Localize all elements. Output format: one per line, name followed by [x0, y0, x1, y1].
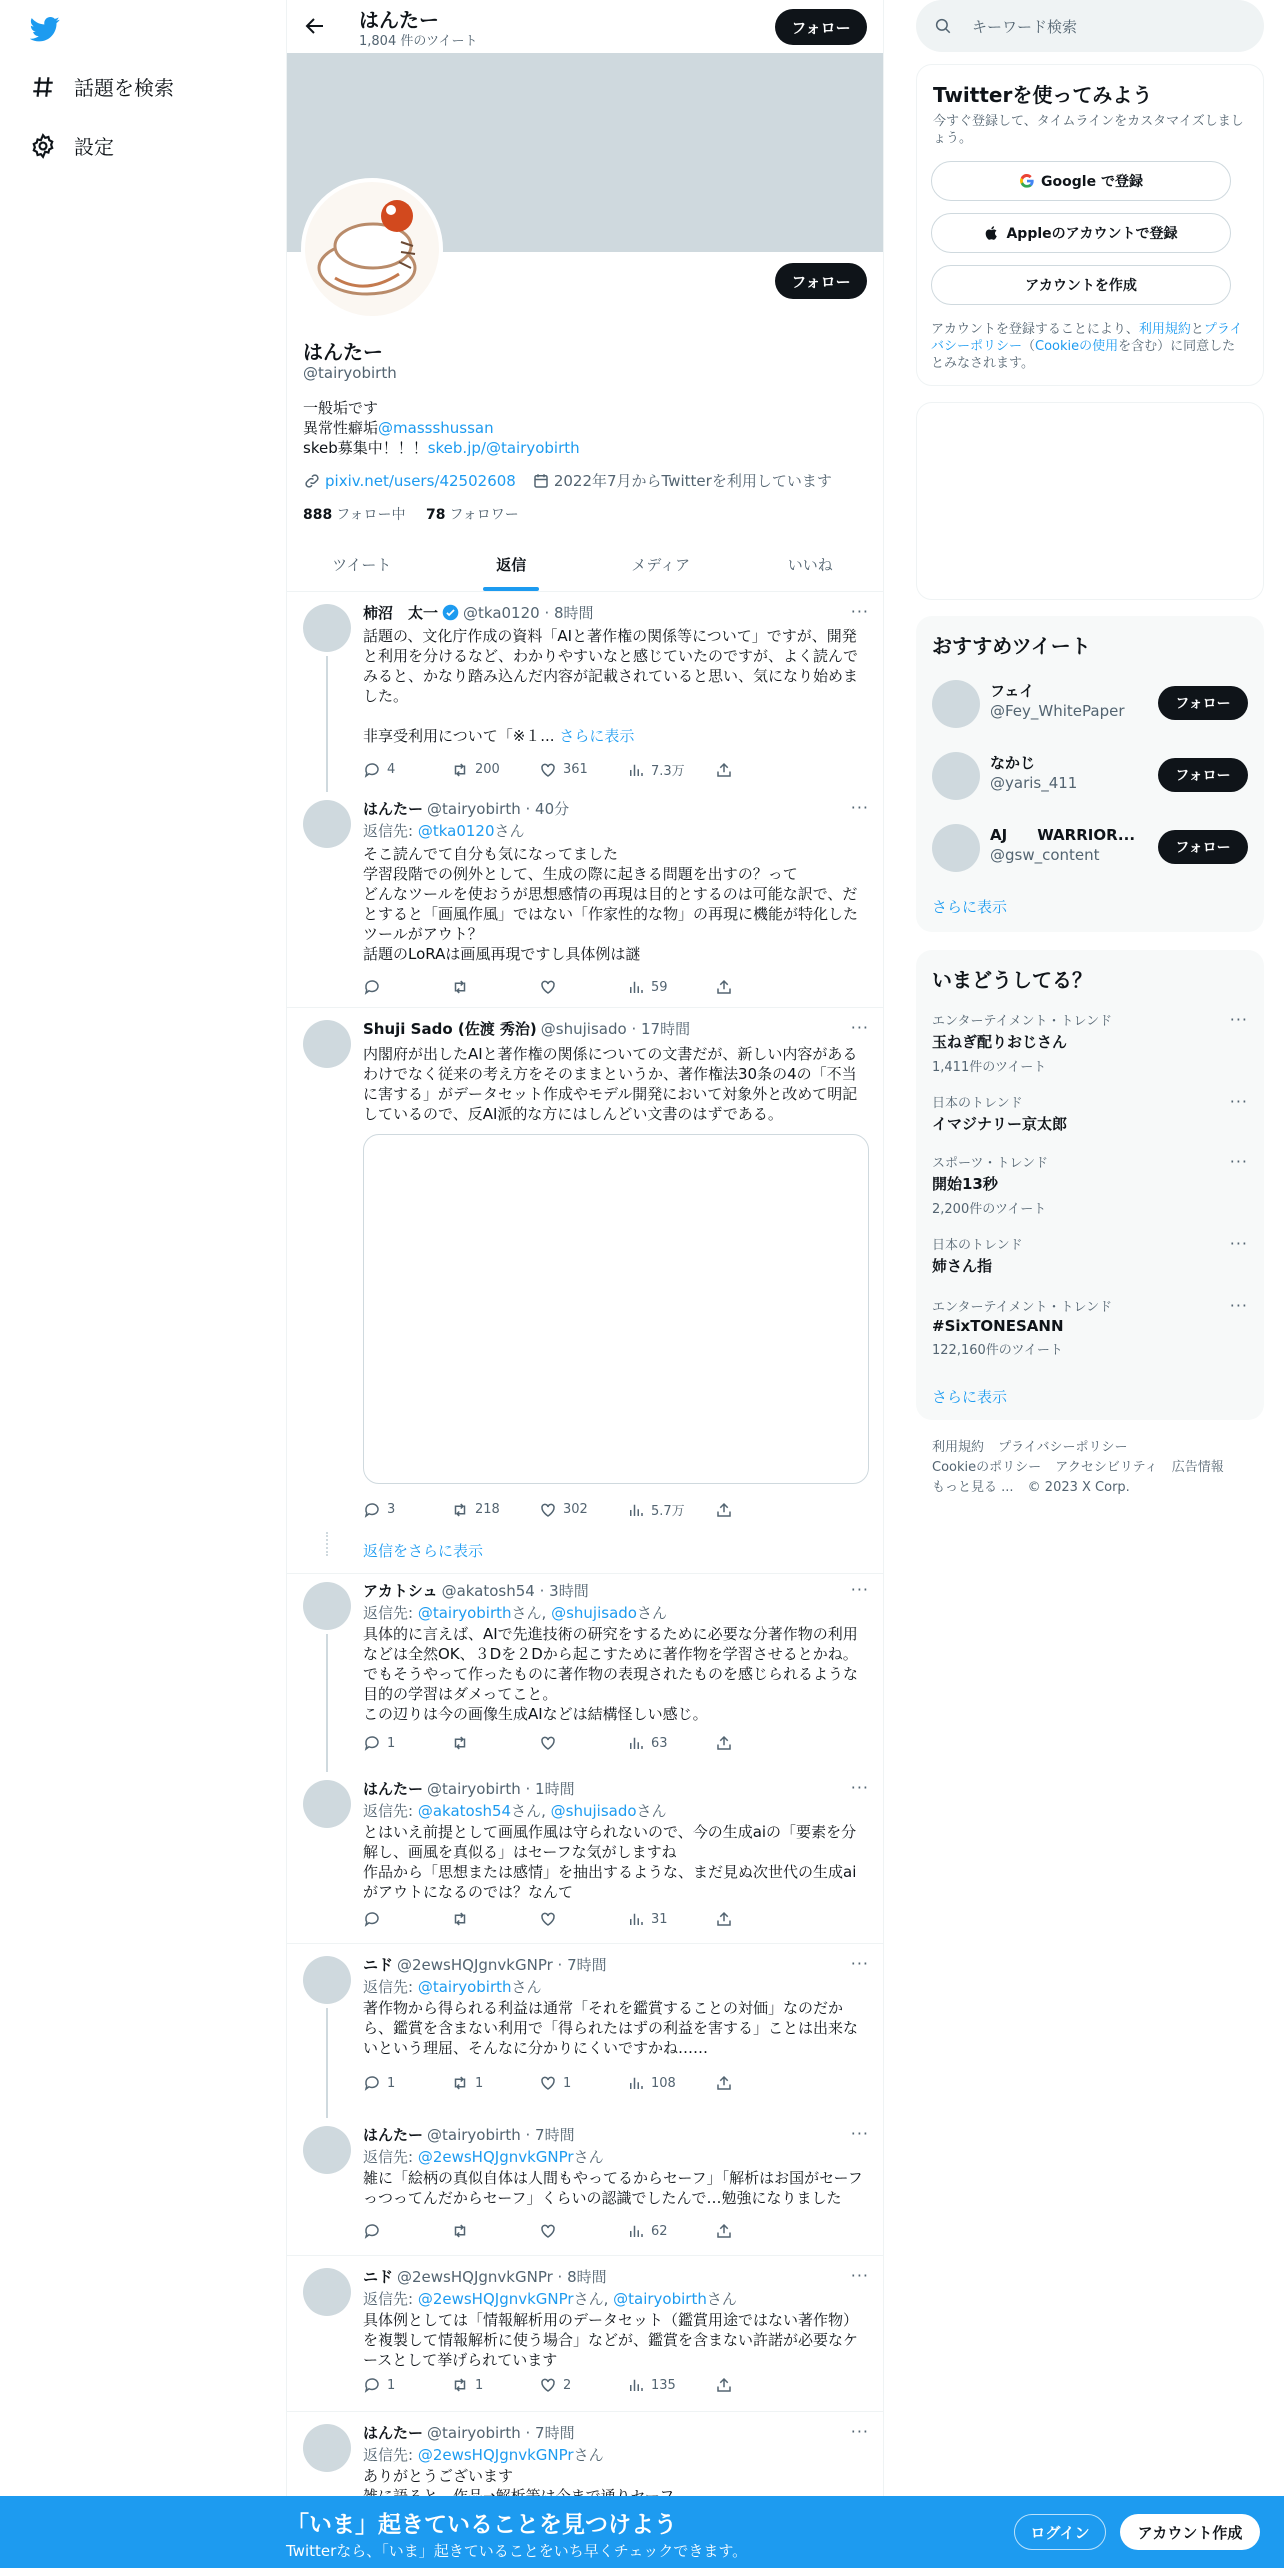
rec-avatar[interactable] [932, 680, 980, 728]
show-more-link[interactable]: さらに表示 [559, 727, 635, 745]
reply-icon [363, 2074, 381, 2092]
share-icon [715, 761, 733, 779]
footer-link[interactable]: もっと見る ... [932, 1480, 1014, 1495]
signup-terms: アカウントを登録することにより、利用規約とプライバシーポリシー（Cookieの使用を含む）に同意したとみなされます。 [931, 322, 1243, 371]
tweet-author-handle[interactable]: @2ewsHQJgnvkGNPr [397, 1955, 553, 1974]
heart-icon [539, 2074, 557, 2092]
reply-button[interactable] [363, 978, 451, 996]
hashtag-icon [30, 74, 56, 100]
profile-follow-button[interactable]: フォロー [775, 263, 867, 299]
bio-skeb-link[interactable]: skeb.jp/@tairyobirth [427, 439, 580, 457]
reply-icon [363, 1734, 381, 1752]
bio-line-3-text: skeb募集中！！！ [303, 439, 428, 457]
retweet-button[interactable] [451, 978, 539, 996]
reply-to-line: 返信先: @2ewsHQJgnvkGNPrさん [363, 2446, 604, 2464]
bottom-bar-title: 「いま」起きていることを見つけよう [286, 2512, 677, 2538]
rec-show-more-link[interactable]: さらに表示 [932, 898, 1008, 916]
profile-handle: @tairyobirth [303, 364, 397, 382]
retweet-button[interactable]: 200 [451, 760, 539, 779]
nav-settings[interactable] [30, 131, 114, 160]
bio-line-1: 一般垢です [303, 399, 379, 417]
reply-icon [363, 1501, 381, 1519]
twitter-logo-icon[interactable] [30, 14, 60, 44]
reply-to-line: 返信先: @akatosh54さん, @shujisadoさん [363, 1802, 667, 1820]
tweet-author-handle[interactable]: @tairyobirth [427, 2423, 521, 2442]
tweet-actions [363, 1734, 803, 1752]
tweet-author-name[interactable]: Shuji Sado (佐渡 秀治) [363, 1020, 537, 1038]
tweet-author-name[interactable]: はんたー [363, 1780, 424, 1798]
rec-follow-button[interactable]: フォロー [1158, 758, 1248, 792]
following-link[interactable]: 888 フォロー中 [303, 507, 406, 523]
copyright: © 2023 X Corp. [1027, 1480, 1130, 1495]
verified-badge-icon [442, 604, 459, 621]
share-button[interactable] [715, 2074, 803, 2092]
tweet-item[interactable]: 柿沼 太一 @tka0120 · 8時間 ··· 話題の、文化庁作成の資料「AIと著作権の関係等について」ですが、開発と利用を分けるなど、わかりやすいなと感じていたのですが、よく読んでみると、かなり踏み込んだ内容が記載されていると思い、気になり始めました。 非享受利用について「※１... さらに表示 4 200 361 7.3万 [287, 592, 884, 788]
tweet-time[interactable]: 7時間 [535, 2424, 575, 2442]
more-options-icon[interactable]: ··· [850, 1580, 869, 1599]
reply-to-mention[interactable]: @2ewsHQJgnvkGNPr [417, 2148, 574, 2166]
reply-button[interactable]: 1 [363, 2376, 451, 2394]
privacy-link[interactable]: プライバシーポリシー [931, 322, 1243, 354]
show-more-replies-link[interactable]: 返信をさらに表示 [363, 1542, 484, 1560]
heart-icon [539, 2222, 557, 2240]
more-options-icon[interactable]: ··· [850, 2422, 869, 2441]
tweet-author-name[interactable]: 柿沼 太一 [363, 604, 439, 622]
trend-more-icon[interactable]: ··· [1229, 1296, 1248, 1315]
rec-user-row[interactable] [932, 748, 1248, 804]
rec-name: なかじ [990, 754, 1036, 772]
apple-icon [984, 225, 1000, 241]
reply-button[interactable]: 1 [363, 1734, 451, 1752]
reply-to-mention[interactable]: @2ewsHQJgnvkGNPr [417, 2446, 574, 2464]
share-icon [715, 2376, 733, 2394]
rec-avatar[interactable] [932, 824, 980, 872]
share-button[interactable] [715, 978, 803, 996]
reply-button[interactable] [363, 2222, 451, 2240]
like-button[interactable]: 1 [539, 2074, 627, 2092]
retweet-icon [451, 2376, 469, 2394]
bar-chart-icon [627, 978, 645, 996]
nav-settings-label: 設定 [74, 135, 114, 159]
trend-more-icon[interactable]: ··· [1229, 1010, 1248, 1029]
tweet-text: 話題の、文化庁作成の資料「AIと著作権の関係等について」ですが、開発と利用を分けるなど、わかりやすいなと感じていたのですが、よく読んでみると、かなり踏み込んだ内容が記載されていると思い、気になり始めました。 非享受利用について「※１... さらに表示 [363, 627, 859, 745]
retweet-icon [451, 761, 469, 779]
apple-signup-button[interactable]: Appleのアカウントで登録 [931, 213, 1231, 253]
retweet-button[interactable]: 218 [451, 1500, 539, 1519]
tweet-author-handle[interactable]: @shujisado [540, 1019, 627, 1038]
tweet-item[interactable]: はんたー @tairyobirth · 1時間 ··· 返信先: @akatosh54さん, @shujisadoさん とはいえ前提として画風作風は守られないので、今の生成aiの「要素を分解し、画風を真似る」はセーフな気がしますね 作品から「思想または感情」を抽出するような、まだ見ぬ次世代の生成aiがアウトになるのでは？なんて 31 [287, 1768, 884, 1944]
reply-to-mention[interactable]: @tairyobirth [613, 2290, 707, 2308]
search-placeholder: キーワード検索 [972, 17, 1078, 36]
tweet-text: 雑に「絵柄の真似自体は人間もやってるからセーフ」「解析はお国がセーフっつってんだからセーフ」くらいの認識でしたんで…勉強になりました [363, 2169, 863, 2207]
share-button[interactable] [715, 1734, 803, 1752]
profile-website-link[interactable]: pixiv.net/users/42502608 [325, 471, 516, 490]
reply-to-line: 返信先: @tairyobirthさん [363, 1978, 542, 1996]
tweet-author-handle[interactable]: @tairyobirth [427, 2125, 521, 2144]
rec-handle: @gsw_content [990, 846, 1100, 864]
tweet-time[interactable]: 17時間 [640, 1020, 691, 1038]
reply-to-mention[interactable]: @tairyobirth [417, 1978, 512, 1996]
tweet-avatar[interactable] [303, 2268, 351, 2316]
tweet-actions [363, 2376, 803, 2394]
reply-button[interactable]: 1 [363, 2074, 451, 2092]
bar-chart-icon [627, 2376, 645, 2394]
trend-more-icon[interactable]: ··· [1229, 1152, 1248, 1171]
profile-avatar[interactable] [301, 178, 443, 320]
rec-handle: @Fey_WhitePaper [990, 702, 1125, 720]
tweet-author-name[interactable]: ニド [363, 2268, 394, 2286]
tweet-media[interactable] [363, 1134, 869, 1484]
views-button[interactable]: 5.7万 [627, 1500, 715, 1519]
thread-dots [326, 1532, 328, 1556]
like-button[interactable] [539, 1910, 627, 1928]
retweet-button[interactable] [451, 1734, 539, 1752]
reply-button[interactable]: 3 [363, 1500, 451, 1519]
retweet-icon [451, 1501, 469, 1519]
footer-link[interactable]: アクセシビリティ [1055, 1460, 1158, 1475]
tweet-author-handle[interactable]: @2ewsHQJgnvkGNPr [397, 2267, 553, 2286]
profile-meta [303, 470, 832, 491]
retweet-button[interactable]: 1 [451, 2376, 539, 2394]
tweet-time[interactable]: 8時間 [554, 604, 594, 622]
more-options-icon[interactable]: ··· [850, 2266, 869, 2285]
retweet-icon [451, 1734, 469, 1752]
tweet-time[interactable]: 8時間 [567, 2268, 607, 2286]
tweet-actions [363, 2074, 803, 2092]
reply-to-mention[interactable]: @akatosh54 [417, 1802, 512, 1820]
tweet-avatar[interactable] [303, 800, 351, 848]
thread-line [326, 2008, 328, 2118]
rec-handle: @yaris_411 [990, 774, 1078, 792]
back-arrow-icon[interactable] [303, 14, 327, 38]
like-button[interactable] [539, 2222, 627, 2240]
rec-user-row[interactable] [932, 820, 1248, 876]
tweet-author-name[interactable]: はんたー [363, 2424, 424, 2442]
trend-item[interactable]: エンターテイメント・トレンド 玉ねぎ配りおじさん 1,411件のツイート ··· [932, 1010, 1248, 1075]
search-icon [934, 17, 952, 35]
rec-title: おすすめツイート [932, 634, 1091, 658]
bottom-signup-bar [0, 2496, 1284, 2568]
rec-follow-button[interactable]: フォロー [1158, 830, 1248, 864]
tweet-item[interactable]: アカトシュ @akatosh54 · 3時間 ··· 返信先: @tairyobirthさん, @shujisadoさん 具体的に言えば、AIで先進技術の研究をするために必要な分著作物の利用などは全然OK、３Dを２Dから起こすために著作物を学習させるとかね。 でもそうやって作ったものに著作物の表現されたものを感じられるような目的の学習はダメってこと。 この辺りは今の画像生成AIなどは結構怪しい感じ。 1 63 [287, 1570, 884, 1768]
thread-line [326, 656, 328, 792]
tweet-avatar[interactable] [303, 604, 351, 652]
trend-item[interactable]: スポーツ・トレンド 開始13秒 2,200件のツイート ··· [932, 1152, 1248, 1217]
share-icon [715, 978, 733, 996]
tweet-time[interactable]: 3時間 [549, 1582, 589, 1600]
trend-more-icon[interactable]: ··· [1229, 1092, 1248, 1111]
like-button[interactable]: 302 [539, 1500, 627, 1519]
more-options-icon[interactable]: ··· [850, 1954, 869, 1973]
heart-icon [539, 1501, 557, 1519]
tweet-avatar[interactable] [303, 1956, 351, 2004]
share-icon [715, 2222, 733, 2240]
tab-media[interactable]: メディア [631, 556, 691, 574]
signup-title: Twitterを使ってみよう [933, 83, 1153, 107]
bar-chart-icon [627, 2074, 645, 2092]
reply-to-line: 返信先: @2ewsHQJgnvkGNPrさん [363, 2148, 604, 2166]
heart-icon [539, 1734, 557, 1752]
views-button[interactable]: 108 [627, 2074, 715, 2092]
nav-explore-label: 話題を検索 [74, 76, 174, 100]
profile-header-bar [287, 0, 884, 53]
heart-icon [539, 761, 557, 779]
share-button[interactable] [715, 2376, 803, 2394]
bar-chart-icon [627, 761, 645, 779]
tab-replies[interactable]: 返信 [437, 538, 587, 591]
tweet-author-handle[interactable]: @tairyobirth [427, 799, 521, 818]
main-column [286, 0, 884, 2568]
heart-icon [539, 978, 557, 996]
tweet-time[interactable]: 40分 [535, 800, 570, 818]
share-icon [715, 1501, 733, 1519]
rec-name: フェイ [990, 682, 1035, 700]
tweet-text: 著作物から得られる利益は通常「それを鑑賞することの対価」なのだから、鑑賞を含まない利用で「得られたはずの利益を害する」ことは出来ないという理屈、そんなに分かりにくいですかね…… [363, 1999, 859, 2057]
tweet-author-handle[interactable]: @tka0120 [463, 603, 540, 622]
tweet-actions [363, 1500, 803, 1519]
bio-line-2-text: 異常性癖垢 [303, 419, 379, 437]
share-icon [715, 1910, 733, 1928]
views-button[interactable]: 63 [627, 1734, 715, 1752]
reply-to-mention[interactable]: @shujisado [550, 1802, 637, 1820]
bar-chart-icon [627, 1501, 645, 1519]
tweet-actions [363, 2222, 803, 2240]
profile-tabs [287, 538, 884, 592]
views-button[interactable]: 7.3万 [627, 760, 715, 779]
rec-follow-button[interactable]: フォロー [1158, 686, 1248, 720]
rec-name: AJ WARRIOR... [990, 826, 1136, 844]
search-box[interactable] [916, 0, 1264, 52]
share-button[interactable] [715, 2222, 803, 2240]
retweet-button[interactable] [451, 2222, 539, 2240]
rec-user-row[interactable] [932, 676, 1248, 732]
tweet-item[interactable]: Shuji Sado (佐渡 秀治) @shujisado · 17時間 ··· 内閣府が出したAIと著作権の関係についての文書だが、新しい内容があるわけでなく従来の考え方をそのままというか、著作権法30条の4の「不当に害する」がデータセット作成やモデル開発において対象外と改めて明記しているので、反AI派的な方にはしんどい文書のはずである。 3 218 302 5.7万 [287, 1008, 884, 1574]
tweet-text: 具体的に言えば、AIで先進技術の研究をするために必要な分著作物の利用などは全然OK、３Dを２Dから起こすために著作物を学習させるとかね。 でもそうやって作ったものに著作物の表現されたものを感じられるような目的の学習はダメってこと。 この辺りは今の画像生成AIなどは結構怪しい感じ。 [363, 1625, 859, 1723]
reply-icon [363, 761, 381, 779]
reply-to-mention[interactable]: @tairyobirth [417, 1604, 512, 1622]
tweet-actions [363, 1910, 803, 1928]
profile-name: はんたー [303, 340, 383, 364]
trends-title: いまどうしてる？ [932, 968, 1092, 992]
tweet-item[interactable]: はんたー @tairyobirth · 7時間 ··· 返信先: @2ewsHQJgnvkGNPrさん 雑に「絵柄の真似自体は人間もやってるからセーフ」「解析はお国がセーフっつってんだからセーフ」くらいの認識でしたんで…勉強になりました 62 [287, 2114, 884, 2256]
tweet-item[interactable]: ニド @2ewsHQJgnvkGNPr · 8時間 ··· 返信先: @2ewsHQJgnvkGNPrさん, @tairyobirthさん 具体例としては「情報解析用のデータセット（鑑賞用途ではない著作物）を複製して情報解析に使う場合」などが、鑑賞を含まない許諾が必要なケースとして挙げられています 1 1 2 135 [287, 2256, 884, 2412]
signup-card [916, 64, 1264, 386]
profile-bio [303, 398, 580, 458]
tweet-author-handle[interactable]: @akatosh54 [441, 1581, 535, 1600]
like-button[interactable] [539, 978, 627, 996]
retweet-button[interactable] [451, 1910, 539, 1928]
share-icon [715, 2074, 733, 2092]
trends-card [916, 950, 1264, 1420]
trend-item[interactable]: 日本のトレンド イマジナリー京太郎 ··· [932, 1092, 1248, 1133]
tweet-text: 具体例としては「情報解析用のデータセット（鑑賞用途ではない著作物）を複製して情報解析に使う場合」などが、鑑賞を含まない許諾が必要なケースとして挙げられています [363, 2311, 859, 2369]
more-options-icon[interactable]: ··· [850, 2124, 869, 2143]
more-options-icon[interactable]: ··· [850, 602, 869, 621]
tweet-text: 内閣府が出したAIと著作権の関係についての文書だが、新しい内容があるわけでなく従来の考え方をそのままというか、著作権法30条の4の「不当に害する」がデータセット作成やモデル開発において対象外と改めて明記しているので、反AI派的な方にはしんどい文書のはずである。 [363, 1045, 858, 1123]
tweet-author-name[interactable]: ニド [363, 1956, 394, 1974]
like-button[interactable]: 2 [539, 2376, 627, 2394]
retweet-icon [451, 1910, 469, 1928]
tweet-text: ありがとうございます [363, 2467, 514, 2485]
header-follow-button[interactable]: フォロー [775, 9, 867, 45]
followers-link[interactable]: 78 フォロワー [426, 507, 519, 523]
link-icon [303, 472, 321, 490]
header-name: はんたー [359, 8, 439, 32]
reply-to-mention[interactable]: @shujisado [551, 1604, 637, 1622]
tweet-avatar[interactable] [303, 1780, 351, 1828]
retweet-icon [451, 2222, 469, 2240]
tweet-author-name[interactable]: はんたー [363, 2126, 424, 2144]
tweet-item[interactable]: ニド @2ewsHQJgnvkGNPr · 7時間 ··· 返信先: @tairyobirthさん 著作物から得られる利益は通常「それを鑑賞することの対価」なのだから、鑑賞を含まない利用で「得られたはずの利益を害する」ことは出来ないという理屈、そんなに分かりにくいですかね…… 1 1 1 108 [287, 1944, 884, 2114]
views-button[interactable]: 62 [627, 2222, 715, 2240]
tweet-actions [363, 978, 803, 996]
tweet-avatar[interactable] [303, 2424, 351, 2472]
trend-more-icon[interactable]: ··· [1229, 1234, 1248, 1253]
footer-link[interactable]: Cookieのポリシー [932, 1460, 1042, 1475]
reply-to-line: 返信先: @tairyobirthさん, @shujisadoさん [363, 1604, 667, 1622]
tweet-item[interactable]: はんたー @tairyobirth · 40分 ··· 返信先: @tka0120さん そこ読んでて自分も気になってました 学習段階での例外として、生成の際に起きる問題を出すの？って どんなツールを使おうが思想感情の再現は目的とするのは可能な訳で、だとすると「画風作風」ではない「作家性的な物」の再現に機能が特化したツールがアウト？ 話題のLoRAは画風再現ですし具体例は謎 59 [287, 788, 884, 1008]
reply-to-mention[interactable]: @2ewsHQJgnvkGNPr [417, 2290, 574, 2308]
reply-icon [363, 2222, 381, 2240]
trend-item[interactable]: エンターテイメント・トレンド #SixTONESANN 122,160件のツイート ··· [932, 1296, 1248, 1358]
tweet-time[interactable]: 7時間 [535, 2126, 575, 2144]
rec-avatar[interactable] [932, 752, 980, 800]
tweet-item[interactable]: はんたー @tairyobirth · 7時間 ··· 返信先: @2ewsHQJgnvkGNPrさん ありがとうございます [287, 2412, 884, 2568]
like-button[interactable] [539, 1734, 627, 1752]
tweet-avatar[interactable] [303, 1020, 351, 1068]
signup-subtitle: 今すぐ登録して、タイムラインをカスタマイズしましょう。 [933, 114, 1244, 146]
profile-joined: 2022年7月からTwitterを利用しています [553, 472, 832, 490]
header-tweet-count: 1,804 件のツイート [359, 34, 478, 49]
tweet-author-handle[interactable]: @tairyobirth [427, 1779, 521, 1798]
share-button[interactable] [715, 760, 803, 779]
tab-tweets[interactable]: ツイート [332, 556, 392, 574]
share-button[interactable] [715, 1500, 803, 1519]
signup-button[interactable]: アカウント作成 [1120, 2514, 1260, 2550]
more-options-icon[interactable]: ··· [850, 798, 869, 817]
footer-links [932, 1438, 1252, 1498]
avatar-illustration-icon [305, 182, 439, 316]
empty-card [916, 402, 1264, 600]
google-icon [1019, 173, 1035, 189]
heart-icon [539, 2376, 557, 2394]
views-button[interactable]: 59 [627, 978, 715, 996]
tweet-avatar[interactable] [303, 2126, 351, 2174]
retweet-icon [451, 2074, 469, 2092]
views-button[interactable]: 31 [627, 1910, 715, 1928]
cookie-link[interactable]: Cookieの使用 [1035, 339, 1119, 354]
footer-link[interactable]: 利用規約 [932, 1440, 985, 1455]
reply-button[interactable]: 4 [363, 760, 451, 779]
reply-button[interactable] [363, 1910, 451, 1928]
thread-line [326, 1634, 328, 1772]
nav-explore[interactable] [30, 72, 174, 101]
calendar-icon [532, 472, 550, 490]
bar-chart-icon [627, 1910, 645, 1928]
trend-item[interactable]: 日本のトレンド 姉さん指 ··· [932, 1234, 1248, 1275]
reply-icon [363, 1910, 381, 1928]
like-button[interactable]: 361 [539, 760, 627, 779]
tweet-text: とはいえ前提として画風作風は守られないので、今の生成aiの「要素を分解し、画風を真似る」はセーフな気がしますね 作品から「思想または感情」を抽出するような、まだ見ぬ次世代の生成aiがアウトになるのでは？なんて [363, 1823, 857, 1901]
tweet-time[interactable]: 1時間 [535, 1780, 575, 1798]
retweet-icon [451, 978, 469, 996]
heart-icon [539, 1910, 557, 1928]
reply-icon [363, 978, 381, 996]
gear-icon [30, 133, 56, 159]
tweet-actions [363, 760, 803, 779]
more-options-icon[interactable]: ··· [850, 1018, 869, 1037]
bottom-bar-subtitle: Twitterなら、「いま」起きていることをいち早くチェックできます。 [286, 2542, 748, 2560]
login-button[interactable]: ログイン [1014, 2514, 1106, 2550]
tweet-author-name[interactable]: はんたー [363, 800, 424, 818]
bio-mention-link[interactable]: @massshussan [378, 419, 494, 437]
trends-show-more-link[interactable]: さらに表示 [932, 1388, 1008, 1406]
google-signup-button[interactable]: Google で登録 [931, 161, 1231, 201]
bar-chart-icon [627, 1734, 645, 1752]
tweet-avatar[interactable] [303, 1582, 351, 1630]
reply-to-mention[interactable]: @tka0120 [417, 822, 495, 840]
bar-chart-icon [627, 2222, 645, 2240]
follow-stats [303, 504, 519, 524]
recommended-tweets-card [916, 616, 1264, 932]
reply-to-line: 返信先: @tka0120さん [363, 822, 525, 840]
more-options-icon[interactable]: ··· [850, 1778, 869, 1797]
footer-link[interactable]: プライバシーポリシー [998, 1440, 1128, 1455]
share-button[interactable] [715, 1910, 803, 1928]
footer-link[interactable]: 広告情報 [1171, 1460, 1224, 1475]
reply-to-line: 返信先: @2ewsHQJgnvkGNPrさん, @tairyobirthさん [363, 2290, 737, 2308]
share-icon [715, 1734, 733, 1752]
tweet-text: そこ読んでて自分も気になってました 学習段階での例外として、生成の際に起きる問題を出すの？って どんなツールを使おうが思想感情の再現は目的とするのは可能な訳で、だとすると「画風作風」ではない「作家性的な物」の再現に機能が特化したツールがアウト？ 話題のLoRAは画風再現ですし具体例は謎 [363, 845, 859, 963]
reply-icon [363, 2376, 381, 2394]
views-button[interactable]: 135 [627, 2376, 715, 2394]
retweet-button[interactable]: 1 [451, 2074, 539, 2092]
tweet-author-name[interactable]: アカトシュ [363, 1582, 438, 1600]
create-account-button[interactable]: アカウントを作成 [931, 265, 1231, 305]
tab-likes[interactable]: いいね [787, 556, 833, 574]
terms-link[interactable]: 利用規約 [1138, 322, 1191, 337]
tweet-time[interactable]: 7時間 [567, 1956, 607, 1974]
